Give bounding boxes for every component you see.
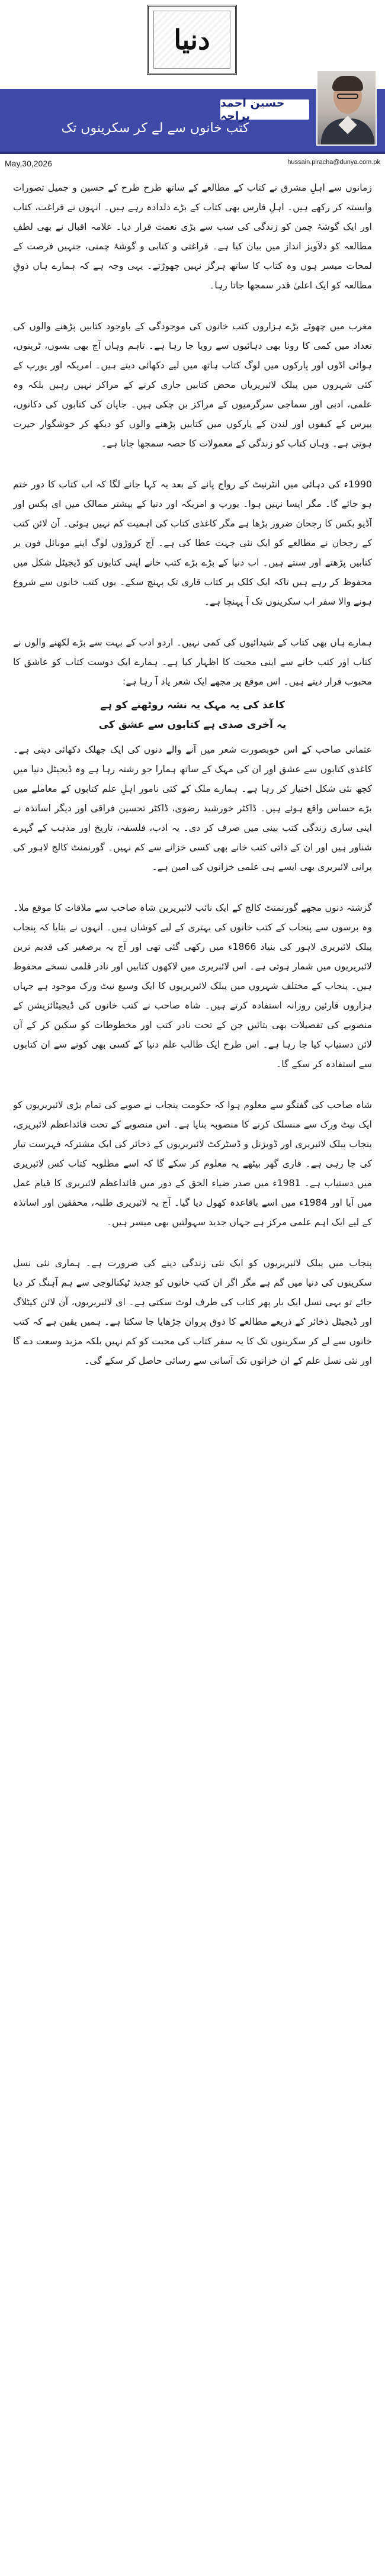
paragraph: مغرب میں چھوٹے بڑے ہزاروں کتب خانوں کی موجودگی کے باوجود کتابیں پڑھنے والوں کی تعداد میں کمی کا رونا بھی دہائیوں سے رویا جا رہا ہے۔ تاہم وہاں آج بھی بسوں، ٹرینوں، ہوائی اڈوں اور پارکوں میں لوگ کتاب ہاتھ میں لیے دکھائی دیتے ہیں۔ امریکہ اور یورپ کے کئی شہروں میں پبلک لائبریریاں محض کتابیں جاری کرنے کے مراکز نہیں رہیں بلکہ وہ علمی، ادبی اور سماجی سرگرمیوں کے مراکز بن چکی ہیں۔ جاپان کی کتابوں کی دکانوں، پیرس کے کیفوں اور لندن کے پارکوں میں کتابیں پڑھنے والوں کو دیکھ کر خوشگوار حیرت ہوتی ہے۔ وہاں کتاب کو زندگی کے معمولات کا حصہ سمجھا جاتا ہے۔ bbox=[13, 320, 372, 449]
author-photo bbox=[316, 70, 377, 146]
column-title: کتب خانوں سے لے کر سکرینوں تک bbox=[61, 121, 249, 136]
publish-date: May,30,2026 bbox=[5, 159, 52, 168]
paragraph: ہمارے ہاں بھی کتاب کے شیدائیوں کی کمی نہیں۔ اردو ادب کے بہت سے بڑے لکھنے والوں نے کتاب اور کتب خانے سے اپنی محبت کا اظہار کیا ہے۔ ہمارے ایک دوست کتاب کو عاشق کا محبوب قرار دیتے ہیں۔ اس موقع پر مجھے ایک شعر یاد آ رہا ہے: bbox=[13, 637, 372, 687]
paragraph-gap bbox=[13, 453, 372, 474]
logo-text: دنیا bbox=[174, 24, 210, 56]
paragraph-gap bbox=[13, 876, 372, 898]
paragraph: شاہ صاحب کی گفتگو سے معلوم ہوا کہ حکومت پنجاب نے صوبے کی تمام بڑی لائبریریوں کو ایک نیٹ ورک سے منسلک کرنے کا منصوبہ بنایا ہے۔ اس منصوبے کے تحت قائداعظم لائبریری، پنجاب پبلک لائبریری اور ڈویژنل و ڈسٹرکٹ لائبریریوں کے ذخائر کی ایک مشترکہ فہرست تیار کی جا رہی ہے۔ قاری گھر بیٹھے یہ معلوم کر سکے گا کہ اسے مطلوبہ کتاب کس لائبریری میں دستیاب ہے۔ 1981ء میں صدر ضیاء الحق کے دور میں قائداعظم لائبریری کا قیام عمل میں آیا اور 1984ء میں اسے باقاعدہ کھول دیا گیا۔ آج یہ لائبریری طلبہ، محققین اور اساتذہ کے لیے ایک اہم علمی مرکز ہے جہاں جدید سہولتیں بھی میسر ہیں۔ bbox=[13, 1099, 372, 1228]
photo-glasses bbox=[337, 94, 358, 99]
article-body bbox=[13, 178, 372, 2570]
paragraph-gap bbox=[13, 611, 372, 632]
newspaper-logo bbox=[147, 5, 237, 75]
paragraph-gap bbox=[13, 1074, 372, 1095]
logo-frame bbox=[153, 11, 230, 69]
paragraph: زمانوں سے اہلِ مشرق نے کتاب کے مطالعے کے ساتھ طرح طرح کے حسین و جمیل تصورات وابستہ کر رکھے ہیں۔ اہلِ فارس بھی کتاب کے بڑے دلدادہ رہے ہیں۔ انہوں نے فراغت، کتاب اور ایک گوشۂ چمن کو زندگی کی سب سے بڑی نعمت قرار دیا۔ علامہ اقبال نے بھی لطفِ مطالعہ کو دلآویز انداز میں بیان کیا ہے۔ فراغتی و کتابی و گوشۂ چمنی، جنہیں فرصت کے لمحات میسر ہوں وہ کتاب کا ساتھ ہرگز نہیں چھوڑتے۔ یہی وجہ ہے کہ ہمارے ہاں ذوقِ مطالعہ کو ایک اعلیٰ قدر سمجھا جاتا رہا۔ bbox=[13, 182, 372, 291]
column-header bbox=[0, 0, 385, 172]
paragraph-gap bbox=[13, 295, 372, 316]
paragraph: عثمانی صاحب کے اس خوبصورت شعر میں آنے والے دنوں کی ایک جھلک دکھائی دیتی ہے۔ کاغذی کتابوں سے عشق اور ان کی مہک کے ساتھ ہمارا جو رشتہ رہا ہے وہ ڈیجیٹل دنیا میں کچھ نئی شکل اختیار کر رہا ہے۔ ہمارے ملک کے کئی نامور اہلِ علم کتابوں کے معاملے میں بڑے حساس واقع ہوئے ہیں۔ ڈاکٹر خورشید رضوی، ڈاکٹر تحسین فراقی اور دیگر اساتذہ نے اپنی ساری زندگی کتب بینی میں صرف کر دی۔ یہ ادب، فلسفہ، تاریخ اور مذہب کے گہرے شناور ہیں اور ان کے ذاتی کتب خانے بھی کسی خزانے سے کم نہیں۔ گورنمنٹ کالج لاہور کی پرانی لائبریری بھی ایسے ہی علمی خزانوں کی امین ہے۔ bbox=[13, 744, 372, 872]
author-name: حسین احمد پراچہ bbox=[220, 99, 309, 120]
author-email: hussain.piracha@dunya.com.pk bbox=[287, 159, 380, 166]
paragraph: گزشتہ دنوں مجھے گورنمنٹ کالج کے ایک نائب لائبریرین شاہ صاحب سے ملاقات کا موقع ملا۔ وہ برسوں سے پنجاب کے کتب خانوں کی بہتری کے لیے کوشاں ہیں۔ انہوں نے بتایا کہ پنجاب پبلک لائبریری لاہور کی بنیاد 1866ء میں رکھی گئی تھی اور آج یہ برصغیر کی قدیم ترین لائبریریوں میں شمار ہوتی ہے۔ اس لائبریری میں لاکھوں کتابیں اور نادر قلمی نسخے محفوظ ہیں۔ پنجاب کے مختلف شہروں میں پبلک لائبریریوں کا ایک وسیع نیٹ ورک موجود ہے جہاں ہزاروں قارئین روزانہ استفادہ کرتے ہیں۔ شاہ صاحب نے کتب خانوں کی ڈیجیٹائزیشن کے منصوبے کی تفصیلات بھی بتائیں جن کے تحت نادر کتب اور مخطوطات کو سکین کر کے آن لائن دستیاب کیا جا رہا ہے۔ اس طرح ایک طالب علم دنیا کے کسی بھی کونے سے ان کتابوں سے استفادہ کر سکے گا۔ bbox=[13, 902, 372, 1069]
verse-line: کاغذ کی یہ مہک یہ نشہ روٹھنے کو ہے bbox=[100, 699, 285, 711]
title-banner bbox=[0, 89, 385, 154]
photo-hair bbox=[332, 76, 363, 91]
paragraph: پنجاب میں پبلک لائبریریوں کو ایک نئی زندگی دینے کی ضرورت ہے۔ ہماری نئی نسل سکرینوں کی دنیا میں گم ہے مگر اگر ان کتب خانوں کو جدید ٹیکنالوجی سے ہم آہنگ کر دیا جائے تو یہی نسل ایک بار پھر کتاب کی طرف لوٹ سکتی ہے۔ ای لائبریریوں، آن لائن کیٹلاگ اور ڈیجیٹل ذخائر کے ذریعے مطالعے کا ذوق پروان چڑھایا جا سکتا ہے۔ ہمیں یقین ہے کہ کتب خانوں سے لے کر سکرینوں تک کا یہ سفر کتاب کی محبت کو کم نہیں بلکہ مزید وسعت دے گا اور نئی نسل علم کے ان خزانوں تک آسانی سے رسائی حاصل کر سکے گی۔ bbox=[13, 1257, 372, 1366]
verse-line: یہ آخری صدی ہے کتابوں سے عشق کی bbox=[98, 719, 287, 731]
paragraph: 1990ء کی دہائی میں انٹرنیٹ کے رواج پانے کے بعد یہ کہا جانے لگا کہ اب کتاب کا دور ختم ہو جائے گا۔ مگر ایسا نہیں ہوا۔ یورپ و امریکہ اور دنیا کے بیشتر ممالک میں ای بکس اور آڈیو بکس کا رجحان ضرور بڑھا ہے مگر کاغذی کتاب کی اہمیت کم نہیں ہوئی۔ آن لائن کتب کے رجحان نے مطالعے کو ایک نئی جہت عطا کی ہے۔ آج کروڑوں لوگ اپنے موبائل فون پر کتابیں پڑھتے اور سنتے ہیں۔ اب دنیا کے بڑے بڑے کتب خانے اپنی کتابوں کو ڈیجیٹل شکل میں محفوظ کر رہے ہیں تاکہ ایک کلک پر کتاب قاری تک پہنچ سکے۔ یوں کتب خانوں سے شروع ہونے والا سفر اب سکرینوں تک آ پہنچا ہے۔ bbox=[13, 478, 372, 607]
verse bbox=[13, 696, 372, 735]
paragraph-gap bbox=[13, 1232, 372, 1253]
